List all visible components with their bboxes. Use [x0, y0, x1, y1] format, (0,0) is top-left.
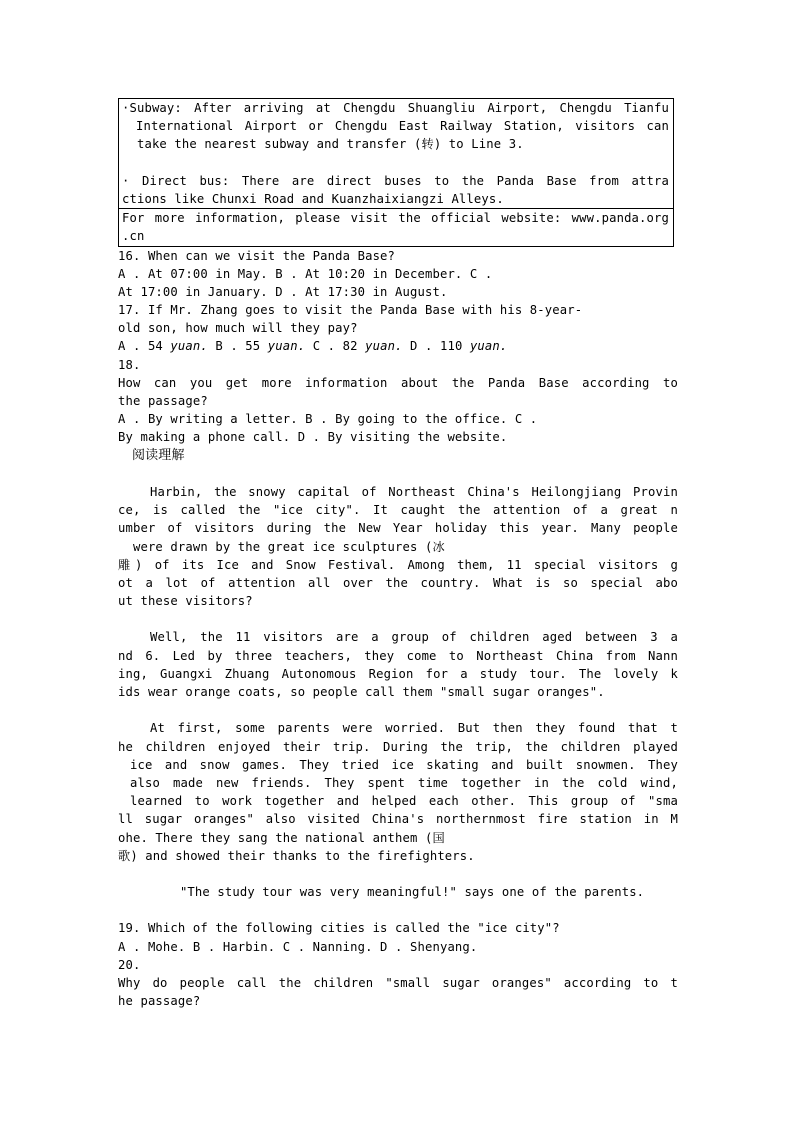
p2-line-2: nd 6. Led by three teachers, they come to Northeast China from Nann	[118, 648, 678, 663]
subway-line-3: take the nearest subway and transfer (转) to Line 3.	[122, 137, 524, 152]
p3-line-7: ohe. There they sang the national anthem (国	[118, 830, 445, 845]
q17-unit-a: yuan.	[170, 339, 208, 354]
subway-line-2: International Airport or Chengdu East Railway Station, visitors can	[136, 119, 669, 134]
p3-line-6: ll sugar oranges" also visited China's northernmost fire station in M	[118, 812, 678, 827]
questions-19-20	[118, 919, 678, 1010]
question-16-options-1: A . At 07:00 in May. B . At 10:20 in December. C .	[118, 266, 493, 281]
p3-line-1: At first, some parents were worried. But then they found that t	[150, 721, 678, 736]
q17-unit-d: yuan.	[469, 339, 508, 354]
p1-line-1: Harbin, the snowy capital of Northeast China's Heilongjiang Provin	[150, 484, 678, 499]
question-20-number: 20.	[118, 957, 141, 972]
question-16-options-2: At 17:00 in January. D . At 17:30 in August.	[118, 284, 448, 299]
question-19: 19. Which of the following cities is called the "ice city"?	[118, 921, 560, 936]
question-17: 17. If Mr. Zhang goes to visit the Panda Base with his 8-year-	[118, 303, 583, 318]
question-18-number: 18.	[118, 357, 141, 372]
subway-line-1: ·Subway: After arriving at Chengdu Shuangliu Airport, Chengdu Tianfu	[122, 101, 669, 115]
question-18-block	[118, 356, 678, 447]
website-info-cell	[119, 208, 673, 245]
bus-line-2: ctions like Chunxi Road and Kuanzhaixiangzi Alleys.	[122, 191, 504, 206]
question-19-options: A . Mohe. B . Harbin. C . Nanning. D . Shenyang.	[118, 939, 478, 954]
question-18-cont: the passage?	[118, 394, 208, 408]
p1-line-2: ce, is called the "ice city". It caught the attention of a great n	[118, 503, 678, 518]
bus-line-1: · Direct bus: There are direct buses to the Panda Base from attra	[122, 173, 669, 188]
transport-info-box	[118, 98, 674, 247]
passage	[118, 483, 678, 920]
info-line-2: .cn	[122, 229, 145, 244]
question-18: How can you get more information about the Panda Base according to	[118, 375, 678, 390]
p2-line-1: Well, the 11 visitors are a group of children aged between 3 a	[150, 630, 678, 645]
q17-option-b: B . 55	[207, 339, 268, 354]
question-17-cont: old son, how much will they pay?	[118, 321, 358, 336]
question-18-options-2: By making a phone call. D . By visiting the website.	[118, 430, 508, 445]
p1-line-3: umber of visitors during the New Year holiday this year. Many people	[118, 521, 678, 536]
p1-line-6: ot a lot of attention all over the country. What is so special abo	[118, 575, 678, 590]
p3-line-3: ice and snow games. They tried ice skating and built snowmen. They	[130, 757, 678, 772]
p1-line-4: were drawn by the great ice sculptures (冰	[118, 539, 445, 554]
p4-line-1: "The study tour was very meaningful!" says one of the parents.	[150, 885, 645, 900]
p1-line-5: 雕) of its Ice and Snow Festival. Among them, 11 special visitors g	[118, 557, 678, 572]
p3-line-5: learned to work together and helped each other. This group of "sma	[130, 794, 678, 809]
page-content	[118, 98, 678, 1010]
p2-line-3: ing, Guangxi Zhuang Autonomous Region for a study tour. The lovely k	[118, 666, 678, 681]
q17-option-d: D . 110	[402, 339, 470, 354]
question-18-options-1: A . By writing a letter. B . By going to the office. C .	[118, 412, 538, 427]
transport-options-cell	[119, 99, 673, 208]
info-line-1: For more information, please visit the official website: www.panda.org	[122, 211, 669, 226]
question-20: Why do people call the children "small sugar oranges" according to t	[118, 976, 678, 990]
questions-16-17	[118, 247, 678, 356]
question-16: 16. When can we visit the Panda Base?	[118, 248, 396, 263]
q17-unit-b: yuan.	[267, 339, 306, 354]
q17-unit-c: yuan.	[365, 339, 403, 354]
p3-line-8: 歌) and showed their thanks to the firefighters.	[118, 848, 475, 863]
q17-option-c: C . 82	[305, 339, 366, 354]
q17-option-a: A . 54	[118, 339, 171, 354]
p2-line-4: ids wear orange coats, so people call them "small sugar oranges".	[118, 685, 605, 699]
section-title: 阅读理解	[132, 447, 185, 463]
p3-line-2: he children enjoyed their trip. During the trip, the children played	[118, 739, 678, 754]
p3-line-4: also made new friends. They spent time together in the cold wind,	[130, 775, 678, 790]
question-20-cont: he passage?	[118, 994, 201, 1009]
question-17-options	[118, 337, 678, 355]
p1-line-7: ut these visitors?	[118, 594, 253, 609]
